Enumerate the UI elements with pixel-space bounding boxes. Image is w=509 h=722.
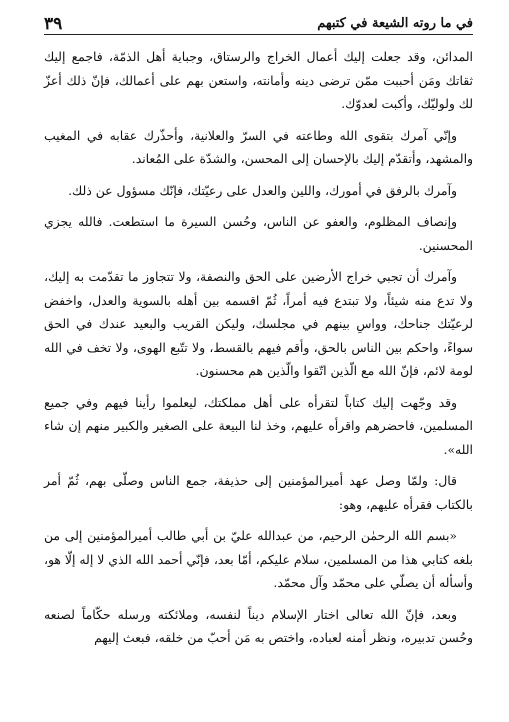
paragraph: قال: ولمّا وصل عهد أميرالمؤمنين إلى حذيفة، جمع الناس وصلّى بهم، ثُمّ أمر بالكتاب فقرأه عليهم، وهو:	[44, 473, 473, 512]
paragraph: «بسم الله الرحمٰن الرحيم، من عبدالله عليّ بن أبي طالب أميرالمؤمنين إلى من بلغه كتابي هذا من المسلمين، سلام عليكم، أمّا بعد، فإنّي أحمد الله الذي لا إله إلّا هو، وأسأله أن يصلّي على محمّد وآل محمّد.	[44, 528, 473, 590]
paragraph: وبعد، فإنّ الله تعالى اختار الإسلام ديناً لنفسه، وملائكته ورسله حكّاماً لصنعه وحُسن تدبيره، ونظر أمنه لعباده، واختص به مَن أحبّ من خلقه، فبعث إليهم	[44, 606, 473, 645]
paragraph: وإنّي آمرك بتقوى الله وطاعته في السرّ والعلانية، وأحذّرك عقابه في المغيب والمشهد، وأتقدّم إليك بالإحسان إلى المحسن، والشدّة على المُعاند.	[44, 127, 473, 166]
paragraph: وإنصاف المظلوم، والعفو عن الناس، وحُسن السيرة ما استطعت. فالله يجزي المحسنين.	[44, 214, 473, 253]
running-title: في ما روته الشيعة في كتبهم	[317, 16, 473, 31]
paragraph: المدائن، وقد جعلت إليك أعمال الخراج والرستاق، وجباية أهل الذمّة، فاجمع إليك ثقاتك ومَن أحببت ممّن ترضى دينه وأمانته، واستعن بهم على أعمالك، فإنّ ذلك أعزّ لك ولوليّك، وأكبت لعدوّك.	[44, 49, 473, 111]
paragraph: وقد وجّهت إليك كتاباً لتقرأه على أهل مملكتك، ليعلموا رأينا فيهم وفي جميع المسلمين، فاحضرهم واقرأه عليهم، وخذ لنا البيعة على الصغير والكبير منهم إن شاء الله».	[44, 394, 473, 457]
page-header	[44, 8, 473, 35]
page-number: ٣٩	[44, 14, 63, 34]
paragraph: وآمرك أن تجبي خراج الأرضين على الحق والنصفة، ولا تتجاوز ما تقدّمت به إليك، ولا تدع منه شيئاً، ولا تبتدع فيه أمراً، ثُمّ اقسمه بين أهله بالسوية والعدل، واخفض لرعيّتك جناحك، وواسِ بينهم في مجلسك، وليكن القريب والبعيد عندك في الحق سواءً، واحكم بين الناس بالحق، وأقم فيهم بالقسط، ولا تتّبع الهوى، ولا تخف في الله لومة لائم، فإنّ الله مع الّذين اتّقوا والّذين هم محسنون.	[44, 269, 473, 378]
body-text	[44, 45, 473, 650]
paragraph: وآمرك بالرفق في أمورك، واللين والعدل على رعيّتك، فإنّك مسؤول عن ذلك.	[68, 182, 457, 198]
